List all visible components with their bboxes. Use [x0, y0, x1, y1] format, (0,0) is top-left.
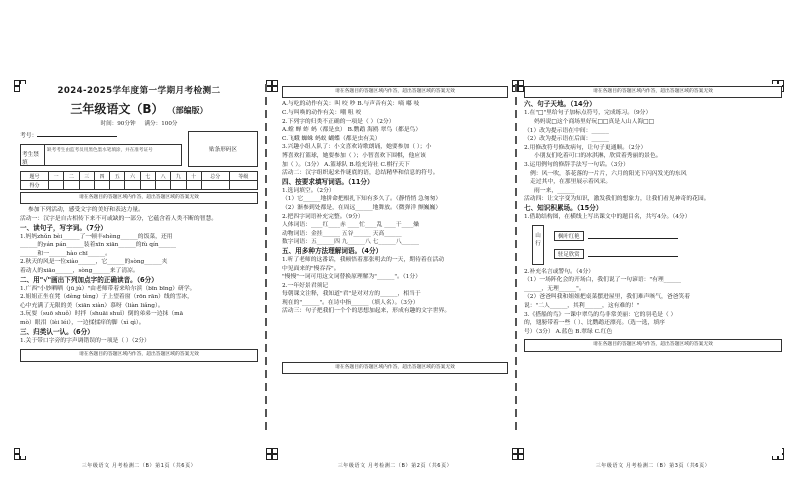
exam-page-1 [20, 84, 258, 456]
question-2-title: 二、用"√"画出下列加点字的正确读音。（6分） [20, 275, 158, 284]
score-table-header: 一 [49, 172, 64, 181]
year-title: 2024-2025学年度第一学期月考检测二 [57, 86, 221, 96]
question-line[interactable]: 2.下列字的归类不正确的一项是（ ）（2分） [282, 118, 395, 125]
exam-meta [20, 119, 258, 127]
question-line[interactable]: 加（ ）。（3分） A.篮球队 B.绘充诗社 C.棋行天下 [282, 161, 410, 168]
answer-blank[interactable] [588, 233, 678, 239]
barcode-area[interactable]: 贴条形码区 [188, 131, 258, 167]
score-cell[interactable] [49, 181, 64, 190]
question-line[interactable]: 1.广西"小妙晒晒（jū jù）"由老师带着来哈尔滨（bīn bīng）研学。 [20, 285, 196, 292]
question-line[interactable]: （1）它______地拼命把根扎下知有多久了。（静悄悄 急匆匆） [282, 196, 442, 203]
activity-4: 活动四：让文字变为知识，激发我们的想象力，让我们看见神奇的花园。 [524, 196, 710, 203]
question-line[interactable]: 中见面来的"慢吞吞"。 [282, 265, 340, 272]
question-line[interactable]: 雨一来，______ [534, 187, 575, 194]
answer-space[interactable] [282, 316, 508, 360]
question-line[interactable]: 1.在"□"里给句子加标点符号，完成练习。（9分） [524, 110, 652, 117]
question-6-title: 六、句子天地。（14分） [524, 100, 596, 109]
question-line[interactable]: ______，无理______"。 [524, 285, 585, 292]
question-line[interactable]: 妈妈说□这个商场里好玩□□真是人山人海□□ [534, 119, 655, 125]
question-line[interactable]: （1）一场阵化会的开场白，我们说了一句谚语："有理______ [524, 277, 682, 284]
question-4-title: 四、按要求填写词语。（11分） [282, 177, 374, 186]
question-line[interactable]: 2.一年好景君须记 [282, 282, 329, 289]
answer-area-notice: 请在各题目的答题区域内作答，超出答题区域的答案无效 [524, 86, 782, 98]
score-table-header: 五 [110, 172, 125, 181]
question-line[interactable]: 例：风一吹，茶花落的一片片，六月的阳光下闪闪发光的东风 [530, 170, 687, 177]
question-line[interactable]: 每朝课文注释，我知道"君"是对对方的______，相当于 [282, 291, 421, 298]
diagram-branch-box: 驻足欣赏 [554, 249, 584, 259]
question-line[interactable]: mò）眼泪（lèi léi），一边揉揉痒的脚（xì qì）。 [20, 319, 145, 326]
activity-3: 活动三：句子把我们一个个的思想加起来，形成有趣的文字世界。 [282, 308, 451, 315]
score-table-header: 九 [171, 172, 186, 181]
question-line[interactable]: 1.听了老师的这番话，我顿悟着那张明去的一天，期待着在活动 [282, 256, 445, 263]
candidate-info [20, 131, 258, 167]
score-table-header: 三 [79, 172, 94, 181]
question-line[interactable]: ______和一______hào chī______。 [20, 250, 111, 257]
answer-area-notice: 请在各题目的答题区域内作答，超出答题区域的答案无效 [282, 86, 508, 98]
page-footer: 三年级语文 月考检测二（B）第3页（共6页） [595, 463, 711, 469]
exam-number-field[interactable] [20, 131, 182, 141]
question-line[interactable]: 3.兴趣小组人队了：小文喜欢诗歌朗诵，她要参加（ ）；小 [282, 144, 432, 151]
exam-page-3 [524, 84, 782, 456]
score-table-header: 题号 [21, 172, 49, 181]
question-line[interactable]: 3.运用例句的修辞手法写一句话。（3分） [524, 161, 629, 168]
question-5-title: 五、用多种方法理解词语。（4分） [282, 246, 383, 255]
answer-area-notice: 请在各题目的答题区域内作答，超出答题区域的答案无效 [20, 192, 258, 204]
question-line[interactable]: C.飞蛾 蜘蛛 蚂蚁 蝴蝶（都是虫有关） [282, 135, 381, 142]
score-table-header: 总分 [201, 172, 229, 181]
score-table-header: 四 [94, 172, 109, 181]
score-cell[interactable] [125, 181, 140, 190]
question-line[interactable]: 人体词语：____红____赤 ____忙____乱 ____干____燥 [282, 222, 420, 229]
score-table-header-row [21, 172, 258, 181]
intro-text: 参加下列活动，感受文字的美好和表达力量。 [28, 207, 144, 214]
question-line[interactable]: 着动人的xiāo______，sòng______来了清凉。 [20, 267, 139, 274]
question-line[interactable]: 3.玩耍（suō shuǒ）时拌（shuāi shuǐ）倒的弟弟一边抹（mā [20, 311, 184, 318]
question-line[interactable]: （2）爸爸叫我和姐姐把桌菜摆进屋里，我们难声咳气，爸爸笑着 [524, 294, 691, 301]
examinee-box [20, 144, 182, 166]
score-table-header: 二 [64, 172, 79, 181]
score-table [20, 171, 258, 190]
question-7-title: 七、知识积累场。（15分） [524, 203, 603, 212]
question-line[interactable]: （2）渐参到处都是，在周远______地舞放。（微弹洋 颤巍巍） [282, 204, 442, 211]
question-3-title: 三、归类认一认。（6分） [20, 327, 94, 336]
question-line[interactable]: 小朋友们吃着可口的冰淇淋，欣赏着秀丽的景色。 [534, 153, 662, 160]
diagram-branch-box: 枫叶红艳 [554, 231, 584, 241]
diagram-main-box: 山行 [532, 225, 544, 265]
score-cell[interactable] [155, 181, 170, 190]
score-cell[interactable] [79, 181, 94, 190]
question-line[interactable]: 号）（3分） A.蓝色 B.翠绿 C.红色 [524, 328, 613, 335]
question-line[interactable]: 博喜欢打篮球，她要参加（ ）；小智喜欢下围棋，他应该 [282, 152, 426, 159]
question-line[interactable]: 1.关于带口字旁的字声调错误的一项是（ ）（2分） [20, 337, 150, 344]
score-row-label: 得分 [21, 181, 49, 190]
answer-blank[interactable] [588, 251, 678, 257]
question-line[interactable]: 2.补充名言或警句。（4分） [524, 268, 595, 275]
question-line[interactable]: 现在的"______"。在诗中指______（填人名）。（3分） [282, 299, 419, 306]
score-cell[interactable] [94, 181, 109, 190]
edition-label: （部编版） [167, 106, 208, 115]
score-cell[interactable] [171, 181, 186, 190]
score-table-header: 八 [155, 172, 170, 181]
answer-area-notice: 请在各题目的答题区域内作答，超出答题区域的答案无效 [524, 339, 782, 351]
subject-title [20, 100, 258, 117]
question-line[interactable]: A.与吃的动作有关：叫 咬 吵 B.与声音有关：嘀 嘟 吱 [282, 101, 420, 108]
question-line[interactable]: 说："二人______，其利______，这有难的！" [524, 302, 640, 309]
question-line[interactable]: 动物词语：金挂______ 五谷______ 天高______ [282, 230, 402, 237]
score-table-header: 七 [140, 172, 155, 181]
answer-area-notice: 请在各题目的答题区域内作答，超出答题区域的答案无效 [20, 349, 258, 361]
question-line[interactable]: 1.借助结构图，在横线上写出课文中的题目名，共写4分。（4分） [524, 213, 691, 220]
score-cell[interactable] [201, 181, 229, 190]
time-label: 时间：90分钟 [100, 121, 136, 127]
question-line[interactable]: ______的yán pán______装着xīn xiān______的fù qín______ [20, 242, 176, 249]
exam-number-label: 考号： [20, 133, 38, 139]
activity-2: 活动二：汉字组织起来作谜底的语，总结精华和信息的符号。 [282, 170, 439, 177]
score-table-header: 六 [125, 172, 140, 181]
score-cell[interactable] [140, 181, 155, 190]
score-table-row [21, 181, 258, 190]
page-footer: 三年级语文 月考检测二（B）第1页（共6页） [81, 463, 197, 469]
subject-name: 三年级语文（B） [70, 102, 164, 116]
question-line[interactable]: A.螳 蝉 蚱 蚂（都是虫） B.鹦鹉 海鸥 翠鸟（都是鸟） [282, 127, 422, 134]
score-table-header: 十 [186, 172, 201, 181]
answer-area-notice: 请在各题目的答题区域内作答，超出答题区域的答案无效 [282, 362, 508, 374]
diagram-branches [554, 231, 678, 259]
question-line[interactable]: 走过其中，在那里展示着风采。 [530, 179, 612, 186]
question-1-title: 一、读句子，写字词。（7分） [20, 223, 108, 232]
question-line[interactable]: 2.把四字词语补充完整。（9分） [282, 213, 364, 220]
question-line[interactable]: 心中充满了无限的美（xiān xiàn）慕呀（liàn liǎng）。 [20, 302, 164, 309]
structure-diagram [532, 225, 782, 265]
exam-page-2 [282, 84, 508, 456]
question-line[interactable]: （2）改为提示语在后面：______ [524, 136, 609, 143]
question-line[interactable]: 数字词语：五______四 九______八 七______八______ [282, 239, 420, 246]
question-line[interactable]: 的，翅膀带着一些（ ）、比鹦鹉还漂亮。（选一选，填序 [524, 320, 665, 327]
binding-dashes [514, 84, 518, 456]
examinee-note: 缺考考生由监考员用黑色墨水笔填涂，并在准考证号 [47, 147, 153, 153]
question-line[interactable]: 3.《搭船的鸟》一课中翠鸟的鸟非常美丽：它的羽毛是（ ） [524, 311, 677, 318]
examinee-label: 考生禁填 [21, 145, 45, 165]
question-line[interactable]: 1.妈妈zhǔn bèi______了一顿丰shèng______的饭菜，还用 [20, 233, 173, 240]
question-line[interactable]: （1）改为提示语在中间：______ [524, 127, 609, 134]
full-score-label: 满分：100分 [144, 121, 178, 127]
activity-1: 活动一：汉字是自古相传下来不可或缺的一部分，它蕴含着人类不断的智慧。 [20, 216, 218, 222]
score-cell[interactable] [186, 181, 201, 190]
score-cell[interactable] [64, 181, 79, 190]
question-line[interactable]: 2.用修改符号修改病句，让句子更通顺。（2分） [524, 144, 647, 151]
question-line[interactable]: C.与叫唤的动作有关：嘲 咀 咬 [282, 110, 362, 116]
binding-dashes [264, 84, 268, 456]
score-cell[interactable] [229, 181, 257, 190]
question-line[interactable]: 2.秋天的风是一位xiào______，它______的sòng______夹 [20, 259, 168, 266]
score-cell[interactable] [110, 181, 125, 190]
score-table-header: 等级 [229, 172, 257, 181]
question-line[interactable]: 2.姐姐正坐在凳（dèng tèng）子上望着窗（rōn rān）线的雪冰， [20, 294, 193, 301]
question-line[interactable]: "慢慢"一词可用这文词替换原理解为"______"。（1分） [282, 274, 421, 281]
page-footer: 三年级语文 月考检测二（B）第2页（共6页） [337, 463, 453, 469]
question-line[interactable]: 1.选词填空。（2分） [282, 187, 335, 194]
